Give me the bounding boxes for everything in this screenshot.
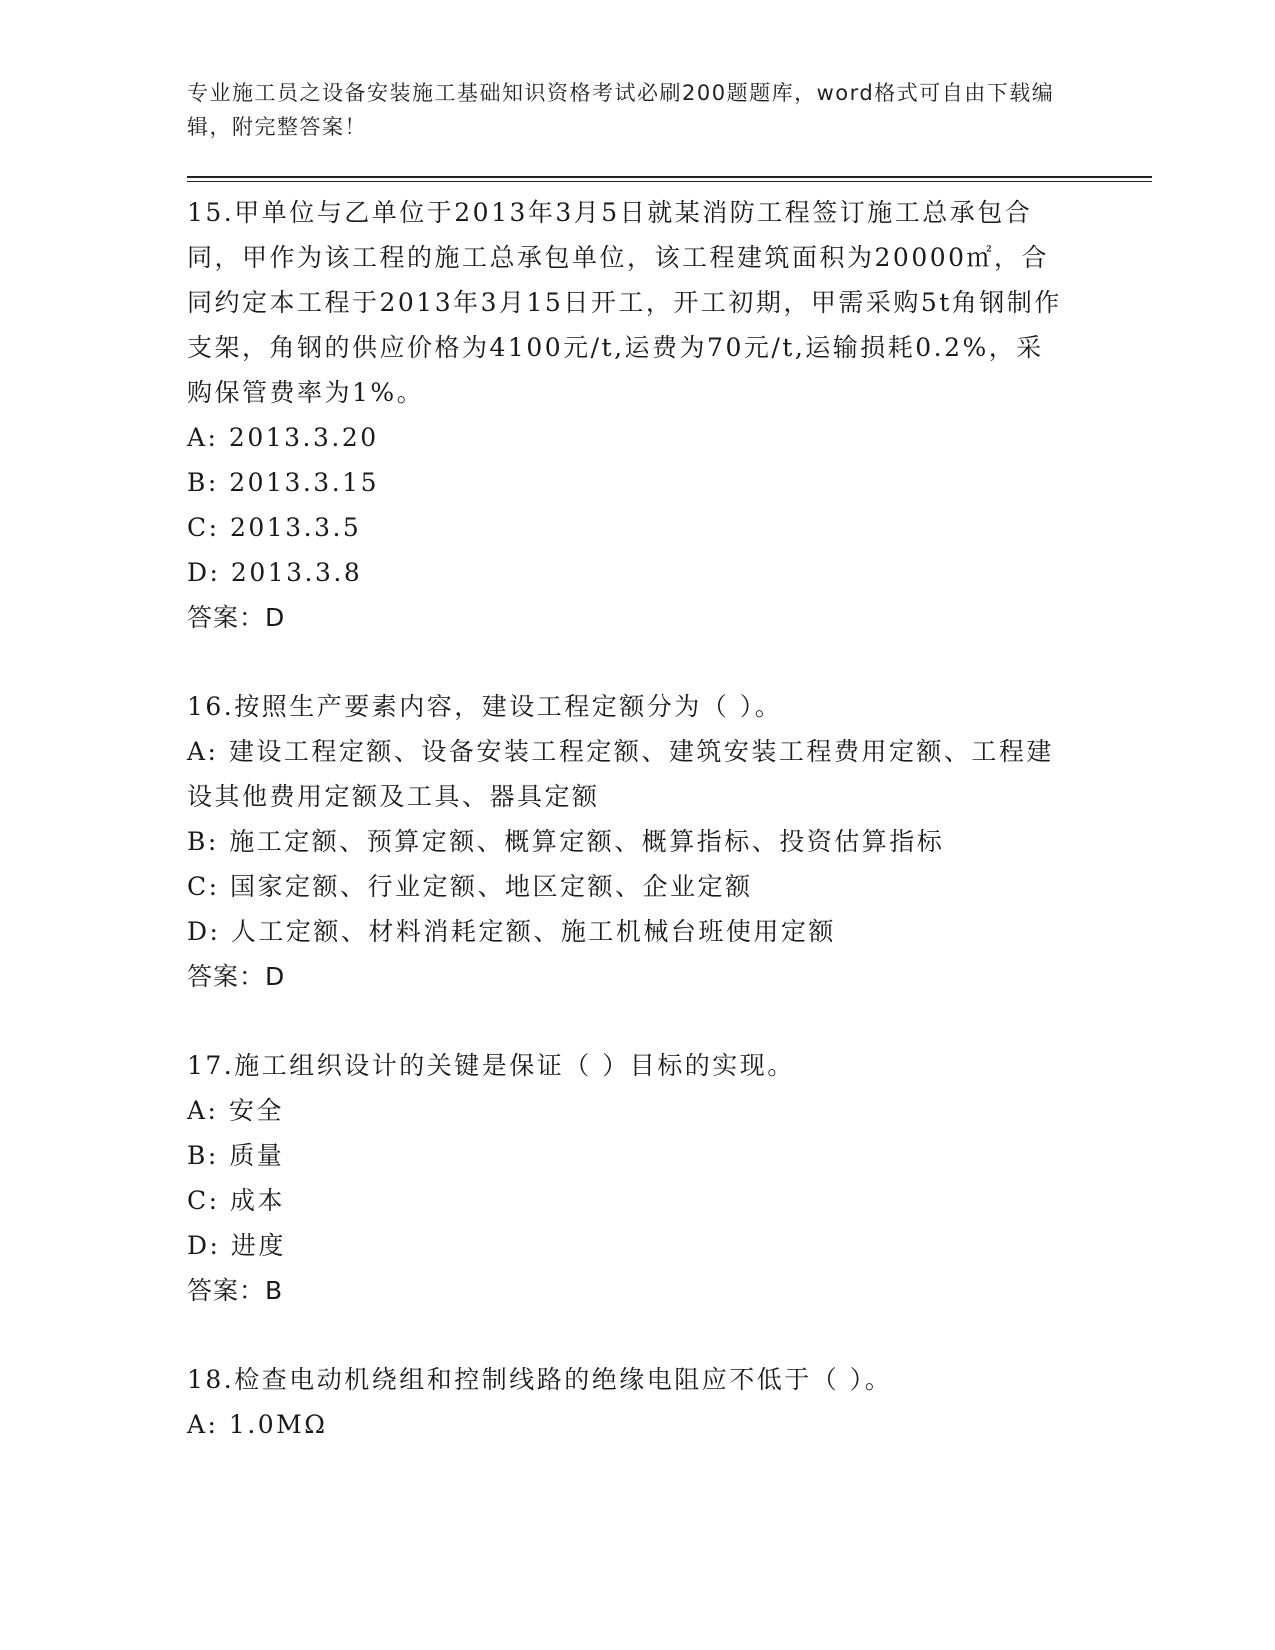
question-text: 15.甲单位与乙单位于2013年3月5日就某消防工程签订施工总承包合同，甲作为该工程的施工总承包单位，该工程建筑面积为20000㎡，合同约定本工程于2013年3月15日开工，开工初期，甲需采购5t角钢制作支架，角钢的供应价格为4100元/t,运费为70元/t,运输损耗0.2%，采购保管费率为1%。 bbox=[187, 198, 1062, 407]
option-c: C: 2013.3.5 bbox=[187, 513, 362, 542]
option-d: D: 进度 bbox=[187, 1231, 286, 1260]
option-c: C: 成本 bbox=[187, 1186, 285, 1215]
option-a: A: 2013.3.20 bbox=[187, 423, 379, 452]
option-a: A: 建设工程定额、设备安装工程定额、建筑安装工程费用定额、工程建设其他费用定额及工具、器具定额 bbox=[187, 737, 1054, 811]
option-b: B: 施工定额、预算定额、概算定额、概算指标、投资估算指标 bbox=[187, 827, 945, 856]
option-a: A: 安全 bbox=[187, 1096, 284, 1125]
answer: 答案：D bbox=[187, 962, 286, 991]
option-d: D: 人工定额、材料消耗定额、施工机械台班使用定额 bbox=[187, 917, 836, 946]
header-divider-thin bbox=[187, 181, 1152, 182]
question-17 bbox=[187, 1043, 1067, 1314]
question-text: 18.检查电动机绕组和控制线路的绝缘电阻应不低于（ ）。 bbox=[187, 1365, 893, 1394]
option-b: B: 2013.3.15 bbox=[187, 468, 379, 497]
answer: 答案：D bbox=[187, 603, 286, 632]
option-c: C: 国家定额、行业定额、地区定额、企业定额 bbox=[187, 872, 753, 901]
option-a: A: 1.0MΩ bbox=[187, 1410, 328, 1439]
question-16 bbox=[187, 684, 1067, 1000]
question-text: 17.施工组织设计的关键是保证（ ）目标的实现。 bbox=[187, 1051, 795, 1080]
question-text: 16.按照生产要素内容，建设工程定额分为（ ）。 bbox=[187, 692, 783, 721]
question-list bbox=[187, 190, 1067, 1490]
question-18 bbox=[187, 1357, 1067, 1447]
question-15 bbox=[187, 190, 1067, 641]
answer: 答案：B bbox=[187, 1276, 284, 1305]
option-b: B: 质量 bbox=[187, 1141, 285, 1170]
document-header: 专业施工员之设备安装施工基础知识资格考试必刷200题题库，word格式可自由下载编辑，附完整答案！ bbox=[187, 81, 1055, 139]
option-d: D: 2013.3.8 bbox=[187, 558, 363, 587]
header-divider-thick bbox=[187, 176, 1152, 178]
